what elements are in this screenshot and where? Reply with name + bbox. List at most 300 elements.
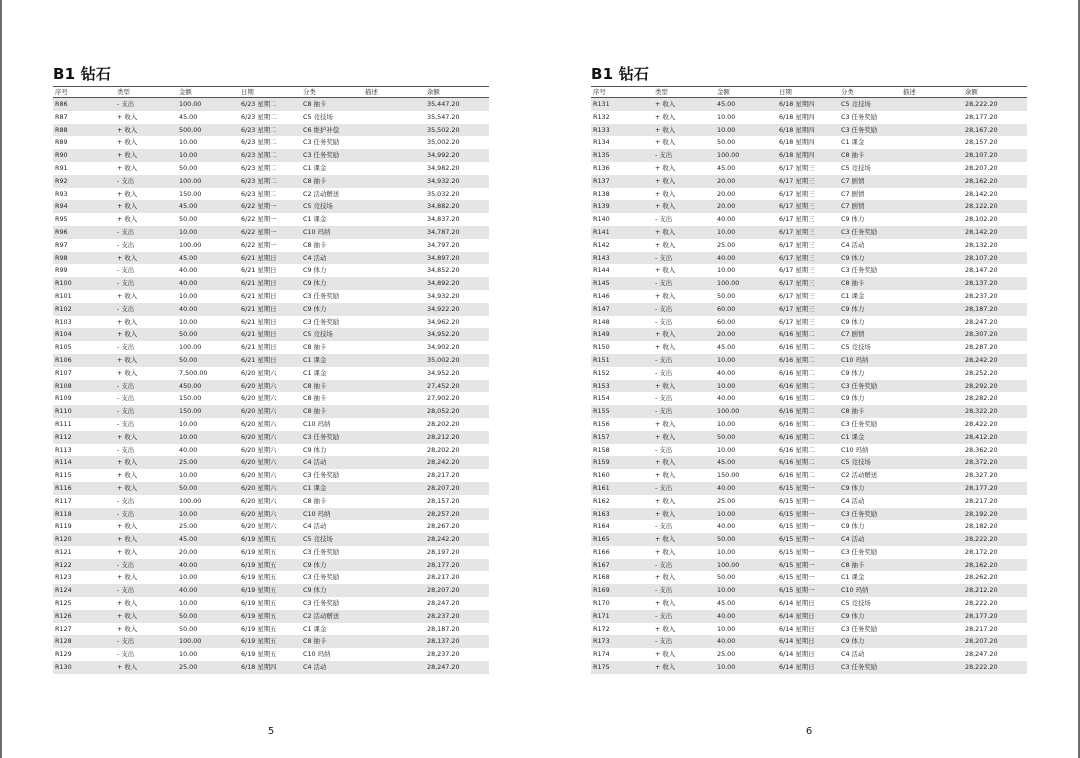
cell-balance: 28,217.20 [425, 571, 489, 584]
table-row [591, 661, 1027, 674]
cell-date: 6/14 星期日 [777, 597, 839, 610]
cell-amount: 50.00 [715, 533, 777, 546]
cell-amount: 10.00 [177, 290, 239, 303]
cell-date: 6/14 星期日 [777, 610, 839, 623]
table-row [591, 392, 1027, 405]
cell-amount: 100.00 [715, 559, 777, 572]
cell-id: R102 [53, 303, 115, 316]
cell-date: 6/17 星期三 [777, 303, 839, 316]
cell-date: 6/21 星期日 [239, 354, 301, 367]
cell-id: R138 [591, 188, 653, 201]
cell-date: 6/16 星期二 [777, 431, 839, 444]
cell-category: C5 竞技场 [301, 328, 363, 341]
cell-date: 6/23 星期二 [239, 111, 301, 124]
cell-category: C8 抽卡 [301, 405, 363, 418]
cell-balance: 34,952.20 [425, 328, 489, 341]
cell-description [901, 559, 963, 572]
cell-type: - 支出 [653, 584, 715, 597]
cell-category: C3 任务奖励 [301, 290, 363, 303]
cell-type: + 收入 [115, 431, 177, 444]
cell-id: R118 [53, 508, 115, 521]
table-row [53, 584, 489, 597]
cell-type: + 收入 [115, 533, 177, 546]
cell-category: C4 活动 [839, 239, 901, 252]
cell-balance: 28,147.20 [963, 264, 1027, 277]
sheet [53, 64, 489, 674]
cell-category: C5 竞技场 [301, 533, 363, 546]
cell-type: + 收入 [653, 239, 715, 252]
cell-description [901, 635, 963, 648]
table-row [591, 380, 1027, 393]
cell-description [363, 635, 425, 648]
cell-amount: 45.00 [177, 533, 239, 546]
cell-id: R168 [591, 571, 653, 584]
cell-category: C8 抽卡 [839, 559, 901, 572]
cell-date: 6/16 星期二 [777, 328, 839, 341]
cell-date: 6/17 星期三 [777, 252, 839, 265]
cell-description [901, 136, 963, 149]
cell-id: R154 [591, 392, 653, 405]
cell-amount: 100.00 [177, 495, 239, 508]
cell-type: - 支出 [115, 405, 177, 418]
cell-id: R106 [53, 354, 115, 367]
header-description: 描述 [903, 88, 916, 96]
cell-category: C9 体力 [839, 635, 901, 648]
cell-category: C3 任务奖励 [839, 623, 901, 636]
cell-type: + 收入 [115, 610, 177, 623]
table-row [53, 661, 489, 674]
cell-description [901, 584, 963, 597]
cell-type: + 收入 [115, 482, 177, 495]
cell-id: R103 [53, 316, 115, 329]
cell-date: 6/17 星期三 [777, 175, 839, 188]
cell-category: C7 剧情 [839, 175, 901, 188]
cell-category: C3 任务奖励 [301, 431, 363, 444]
cell-category: C3 任务奖励 [301, 149, 363, 162]
cell-balance: 28,132.20 [963, 239, 1027, 252]
table-row [591, 520, 1027, 533]
cell-balance: 28,177.20 [963, 111, 1027, 124]
cell-balance: 34,982.20 [425, 162, 489, 175]
cell-id: R108 [53, 380, 115, 393]
cell-type: - 支出 [115, 98, 177, 111]
cell-balance: 28,307.20 [963, 328, 1027, 341]
cell-balance: 28,207.20 [963, 162, 1027, 175]
cell-category: C8 抽卡 [301, 380, 363, 393]
cell-date: 6/19 星期五 [239, 635, 301, 648]
cell-type: - 支出 [653, 482, 715, 495]
table-row [53, 444, 489, 457]
cell-category: C9 体力 [839, 213, 901, 226]
cell-description [363, 508, 425, 521]
cell-description [901, 175, 963, 188]
table-row [53, 264, 489, 277]
cell-type: + 收入 [653, 328, 715, 341]
cell-balance: 28,287.20 [963, 341, 1027, 354]
cell-type: - 支出 [115, 648, 177, 661]
cell-type: - 支出 [115, 226, 177, 239]
cell-type: - 支出 [115, 559, 177, 572]
cell-description [901, 200, 963, 213]
cell-description [363, 482, 425, 495]
table-row [591, 162, 1027, 175]
cell-date: 6/20 星期六 [239, 482, 301, 495]
cell-amount: 10.00 [715, 264, 777, 277]
cell-balance: 28,362.20 [963, 444, 1027, 457]
cell-description [363, 316, 425, 329]
cell-amount: 20.00 [715, 328, 777, 341]
cell-type: - 支出 [653, 316, 715, 329]
table-row [591, 482, 1027, 495]
cell-date: 6/15 星期一 [777, 495, 839, 508]
cell-type: + 收入 [653, 290, 715, 303]
cell-description [363, 546, 425, 559]
cell-type: + 收入 [653, 431, 715, 444]
cell-type: + 收入 [653, 136, 715, 149]
cell-balance: 34,992.20 [425, 149, 489, 162]
cell-type: + 收入 [653, 533, 715, 546]
cell-amount: 100.00 [177, 341, 239, 354]
cell-category: C4 活动 [839, 495, 901, 508]
cell-balance: 28,207.20 [963, 635, 1027, 648]
cell-type: + 收入 [115, 367, 177, 380]
cell-type: + 收入 [115, 469, 177, 482]
cell-amount: 40.00 [177, 444, 239, 457]
cell-id: R116 [53, 482, 115, 495]
cell-category: C3 任务奖励 [839, 124, 901, 137]
cell-balance: 35,002.20 [425, 136, 489, 149]
cell-amount: 10.00 [177, 571, 239, 584]
cell-type: + 收入 [653, 175, 715, 188]
cell-date: 6/17 星期三 [777, 226, 839, 239]
cell-balance: 34,882.20 [425, 200, 489, 213]
cell-balance: 28,217.20 [963, 495, 1027, 508]
cell-id: R148 [591, 316, 653, 329]
cell-amount: 50.00 [715, 136, 777, 149]
cell-type: - 支出 [653, 444, 715, 457]
table-row [591, 213, 1027, 226]
ledger-table [53, 86, 489, 674]
cell-balance: 28,237.20 [425, 648, 489, 661]
cell-id: R86 [53, 98, 115, 111]
cell-amount: 500.00 [177, 124, 239, 137]
cell-balance: 28,222.20 [963, 597, 1027, 610]
cell-description [901, 456, 963, 469]
cell-id: R166 [591, 546, 653, 559]
cell-description [363, 277, 425, 290]
cell-balance: 28,322.20 [963, 405, 1027, 418]
cell-date: 6/15 星期一 [777, 571, 839, 584]
cell-balance: 28,207.20 [425, 482, 489, 495]
cell-balance: 34,922.20 [425, 303, 489, 316]
cell-date: 6/21 星期日 [239, 277, 301, 290]
cell-category: C3 任务奖励 [839, 264, 901, 277]
table-row [591, 444, 1027, 457]
cell-date: 6/19 星期五 [239, 546, 301, 559]
cell-amount: 50.00 [177, 623, 239, 636]
cell-id: R131 [591, 98, 653, 111]
cell-category: C1 课金 [301, 213, 363, 226]
cell-type: - 支出 [115, 303, 177, 316]
cell-id: R105 [53, 341, 115, 354]
cell-category: C7 剧情 [839, 188, 901, 201]
cell-description [363, 559, 425, 572]
table-row [591, 316, 1027, 329]
cell-balance: 28,212.20 [425, 431, 489, 444]
cell-description [901, 354, 963, 367]
table-row [53, 482, 489, 495]
cell-id: R89 [53, 136, 115, 149]
cell-id: R114 [53, 456, 115, 469]
cell-category: C10 玛纳 [839, 354, 901, 367]
table-row [591, 277, 1027, 290]
cell-type: + 收入 [115, 188, 177, 201]
cell-id: R158 [591, 444, 653, 457]
cell-date: 6/20 星期六 [239, 520, 301, 533]
cell-date: 6/19 星期五 [239, 571, 301, 584]
cell-id: R163 [591, 508, 653, 521]
cell-balance: 28,172.20 [963, 546, 1027, 559]
cell-category: C9 体力 [839, 367, 901, 380]
cell-date: 6/22 星期一 [239, 239, 301, 252]
cell-date: 6/16 星期二 [777, 354, 839, 367]
cell-date: 6/23 星期二 [239, 175, 301, 188]
table-row [591, 136, 1027, 149]
cell-description [901, 661, 963, 674]
cell-date: 6/23 星期二 [239, 136, 301, 149]
cell-id: R117 [53, 495, 115, 508]
cell-amount: 10.00 [715, 623, 777, 636]
cell-amount: 25.00 [177, 456, 239, 469]
cell-date: 6/23 星期二 [239, 98, 301, 111]
cell-balance: 28,102.20 [963, 213, 1027, 226]
cell-category: C10 玛纳 [839, 444, 901, 457]
cell-description [363, 495, 425, 508]
cell-description [363, 584, 425, 597]
table-row [591, 98, 1027, 111]
cell-balance: 28,207.20 [425, 584, 489, 597]
cell-type: + 收入 [115, 316, 177, 329]
cell-type: - 支出 [653, 392, 715, 405]
cell-category: C8 抽卡 [301, 98, 363, 111]
cell-description [363, 213, 425, 226]
cell-id: R128 [53, 635, 115, 648]
cell-id: R87 [53, 111, 115, 124]
cell-id: R130 [53, 661, 115, 674]
cell-type: + 收入 [653, 546, 715, 559]
cell-type: + 收入 [115, 111, 177, 124]
cell-category: C8 抽卡 [301, 392, 363, 405]
table-row [53, 597, 489, 610]
cell-amount: 25.00 [177, 520, 239, 533]
cell-type: - 支出 [115, 264, 177, 277]
cell-description [363, 418, 425, 431]
table-row [53, 149, 489, 162]
table-row [53, 290, 489, 303]
cell-amount: 100.00 [715, 405, 777, 418]
cell-date: 6/14 星期日 [777, 623, 839, 636]
table-row [53, 380, 489, 393]
cell-date: 6/16 星期二 [777, 444, 839, 457]
table-header-row [591, 87, 1027, 98]
table-row [53, 98, 489, 111]
cell-amount: 10.00 [177, 469, 239, 482]
table-row [591, 290, 1027, 303]
cell-balance: 27,902.20 [425, 392, 489, 405]
cell-type: + 收入 [115, 213, 177, 226]
cell-description [901, 495, 963, 508]
cell-category: C9 体力 [301, 584, 363, 597]
cell-date: 6/20 星期六 [239, 405, 301, 418]
cell-date: 6/15 星期一 [777, 482, 839, 495]
cell-amount: 25.00 [177, 661, 239, 674]
cell-date: 6/16 星期二 [777, 405, 839, 418]
cell-id: R164 [591, 520, 653, 533]
cell-amount: 10.00 [715, 380, 777, 393]
cell-type: - 支出 [653, 520, 715, 533]
cell-description [901, 469, 963, 482]
cell-description [901, 520, 963, 533]
table-row [53, 520, 489, 533]
cell-category: C4 活动 [839, 648, 901, 661]
cell-category: C8 抽卡 [301, 239, 363, 252]
table-row [53, 200, 489, 213]
page-number: 6 [805, 726, 813, 737]
cell-date: 6/17 星期三 [777, 162, 839, 175]
cell-amount: 50.00 [177, 610, 239, 623]
cell-description [901, 149, 963, 162]
cell-balance: 28,292.20 [963, 380, 1027, 393]
cell-description [363, 328, 425, 341]
cell-type: - 支出 [653, 149, 715, 162]
cell-date: 6/17 星期三 [777, 316, 839, 329]
cell-date: 6/16 星期二 [777, 456, 839, 469]
cell-category: C10 玛纳 [301, 418, 363, 431]
table-row [591, 124, 1027, 137]
cell-date: 6/16 星期二 [777, 341, 839, 354]
cell-date: 6/23 星期二 [239, 149, 301, 162]
cell-category: C9 体力 [301, 444, 363, 457]
cell-type: + 收入 [115, 354, 177, 367]
cell-category: C7 剧情 [839, 328, 901, 341]
cell-description [901, 597, 963, 610]
cell-date: 6/17 星期三 [777, 239, 839, 252]
cell-balance: 28,137.20 [963, 277, 1027, 290]
cell-id: R95 [53, 213, 115, 226]
cell-amount: 50.00 [715, 290, 777, 303]
cell-type: - 支出 [115, 635, 177, 648]
cell-date: 6/20 星期六 [239, 456, 301, 469]
cell-type: + 收入 [653, 508, 715, 521]
table-row [53, 635, 489, 648]
cell-description [363, 290, 425, 303]
table-row [591, 571, 1027, 584]
cell-id: R173 [591, 635, 653, 648]
cell-id: R175 [591, 661, 653, 674]
cell-id: R135 [591, 149, 653, 162]
cell-date: 6/20 星期六 [239, 444, 301, 457]
cell-date: 6/14 星期日 [777, 635, 839, 648]
cell-balance: 28,282.20 [963, 392, 1027, 405]
cell-type: - 支出 [653, 610, 715, 623]
cell-balance: 28,237.20 [425, 610, 489, 623]
cell-category: C5 竞技场 [839, 597, 901, 610]
cell-type: - 支出 [115, 584, 177, 597]
cell-date: 6/20 星期六 [239, 508, 301, 521]
cell-balance: 34,892.20 [425, 277, 489, 290]
cell-category: C8 抽卡 [301, 635, 363, 648]
cell-amount: 20.00 [715, 200, 777, 213]
cell-id: R144 [591, 264, 653, 277]
cell-id: R137 [591, 175, 653, 188]
cell-amount: 20.00 [715, 175, 777, 188]
cell-amount: 100.00 [177, 175, 239, 188]
cell-balance: 34,952.20 [425, 367, 489, 380]
cell-type: + 收入 [653, 648, 715, 661]
cell-balance: 28,242.20 [425, 533, 489, 546]
cell-amount: 40.00 [715, 482, 777, 495]
cell-id: R151 [591, 354, 653, 367]
cell-description [901, 405, 963, 418]
cell-category: C6 维护补偿 [301, 124, 363, 137]
cell-balance: 28,167.20 [963, 124, 1027, 137]
cell-description [901, 188, 963, 201]
cell-category: C10 玛纳 [301, 648, 363, 661]
cell-type: - 支出 [115, 508, 177, 521]
table-row [53, 418, 489, 431]
cell-amount: 60.00 [715, 303, 777, 316]
cell-type: - 支出 [653, 303, 715, 316]
cell-amount: 50.00 [177, 213, 239, 226]
cell-amount: 7,500.00 [177, 367, 239, 380]
cell-amount: 40.00 [715, 520, 777, 533]
cell-type: - 支出 [115, 277, 177, 290]
cell-id: R139 [591, 200, 653, 213]
table-row [53, 559, 489, 572]
cell-id: R115 [53, 469, 115, 482]
cell-date: 6/19 星期五 [239, 559, 301, 572]
cell-category: C9 体力 [301, 277, 363, 290]
cell-balance: 28,052.20 [425, 405, 489, 418]
cell-category: C8 抽卡 [301, 175, 363, 188]
table-row [591, 303, 1027, 316]
cell-amount: 150.00 [177, 392, 239, 405]
table-row [591, 533, 1027, 546]
cell-type: - 支出 [115, 495, 177, 508]
cell-balance: 28,202.20 [425, 418, 489, 431]
cell-type: - 支出 [653, 635, 715, 648]
cell-id: R146 [591, 290, 653, 303]
table-row [53, 303, 489, 316]
cell-description [901, 508, 963, 521]
cell-category: C3 任务奖励 [301, 546, 363, 559]
cell-date: 6/22 星期一 [239, 200, 301, 213]
cell-id: R127 [53, 623, 115, 636]
cell-type: + 收入 [115, 149, 177, 162]
table-row [53, 162, 489, 175]
cell-balance: 34,932.20 [425, 175, 489, 188]
cell-balance: 28,217.20 [963, 623, 1027, 636]
cell-id: R91 [53, 162, 115, 175]
cell-amount: 50.00 [177, 328, 239, 341]
cell-balance: 28,262.20 [963, 571, 1027, 584]
cell-category: C8 抽卡 [839, 405, 901, 418]
cell-category: C3 任务奖励 [839, 380, 901, 393]
cell-date: 6/16 星期二 [777, 418, 839, 431]
table-row [53, 405, 489, 418]
cell-amount: 45.00 [715, 341, 777, 354]
cell-description [363, 341, 425, 354]
